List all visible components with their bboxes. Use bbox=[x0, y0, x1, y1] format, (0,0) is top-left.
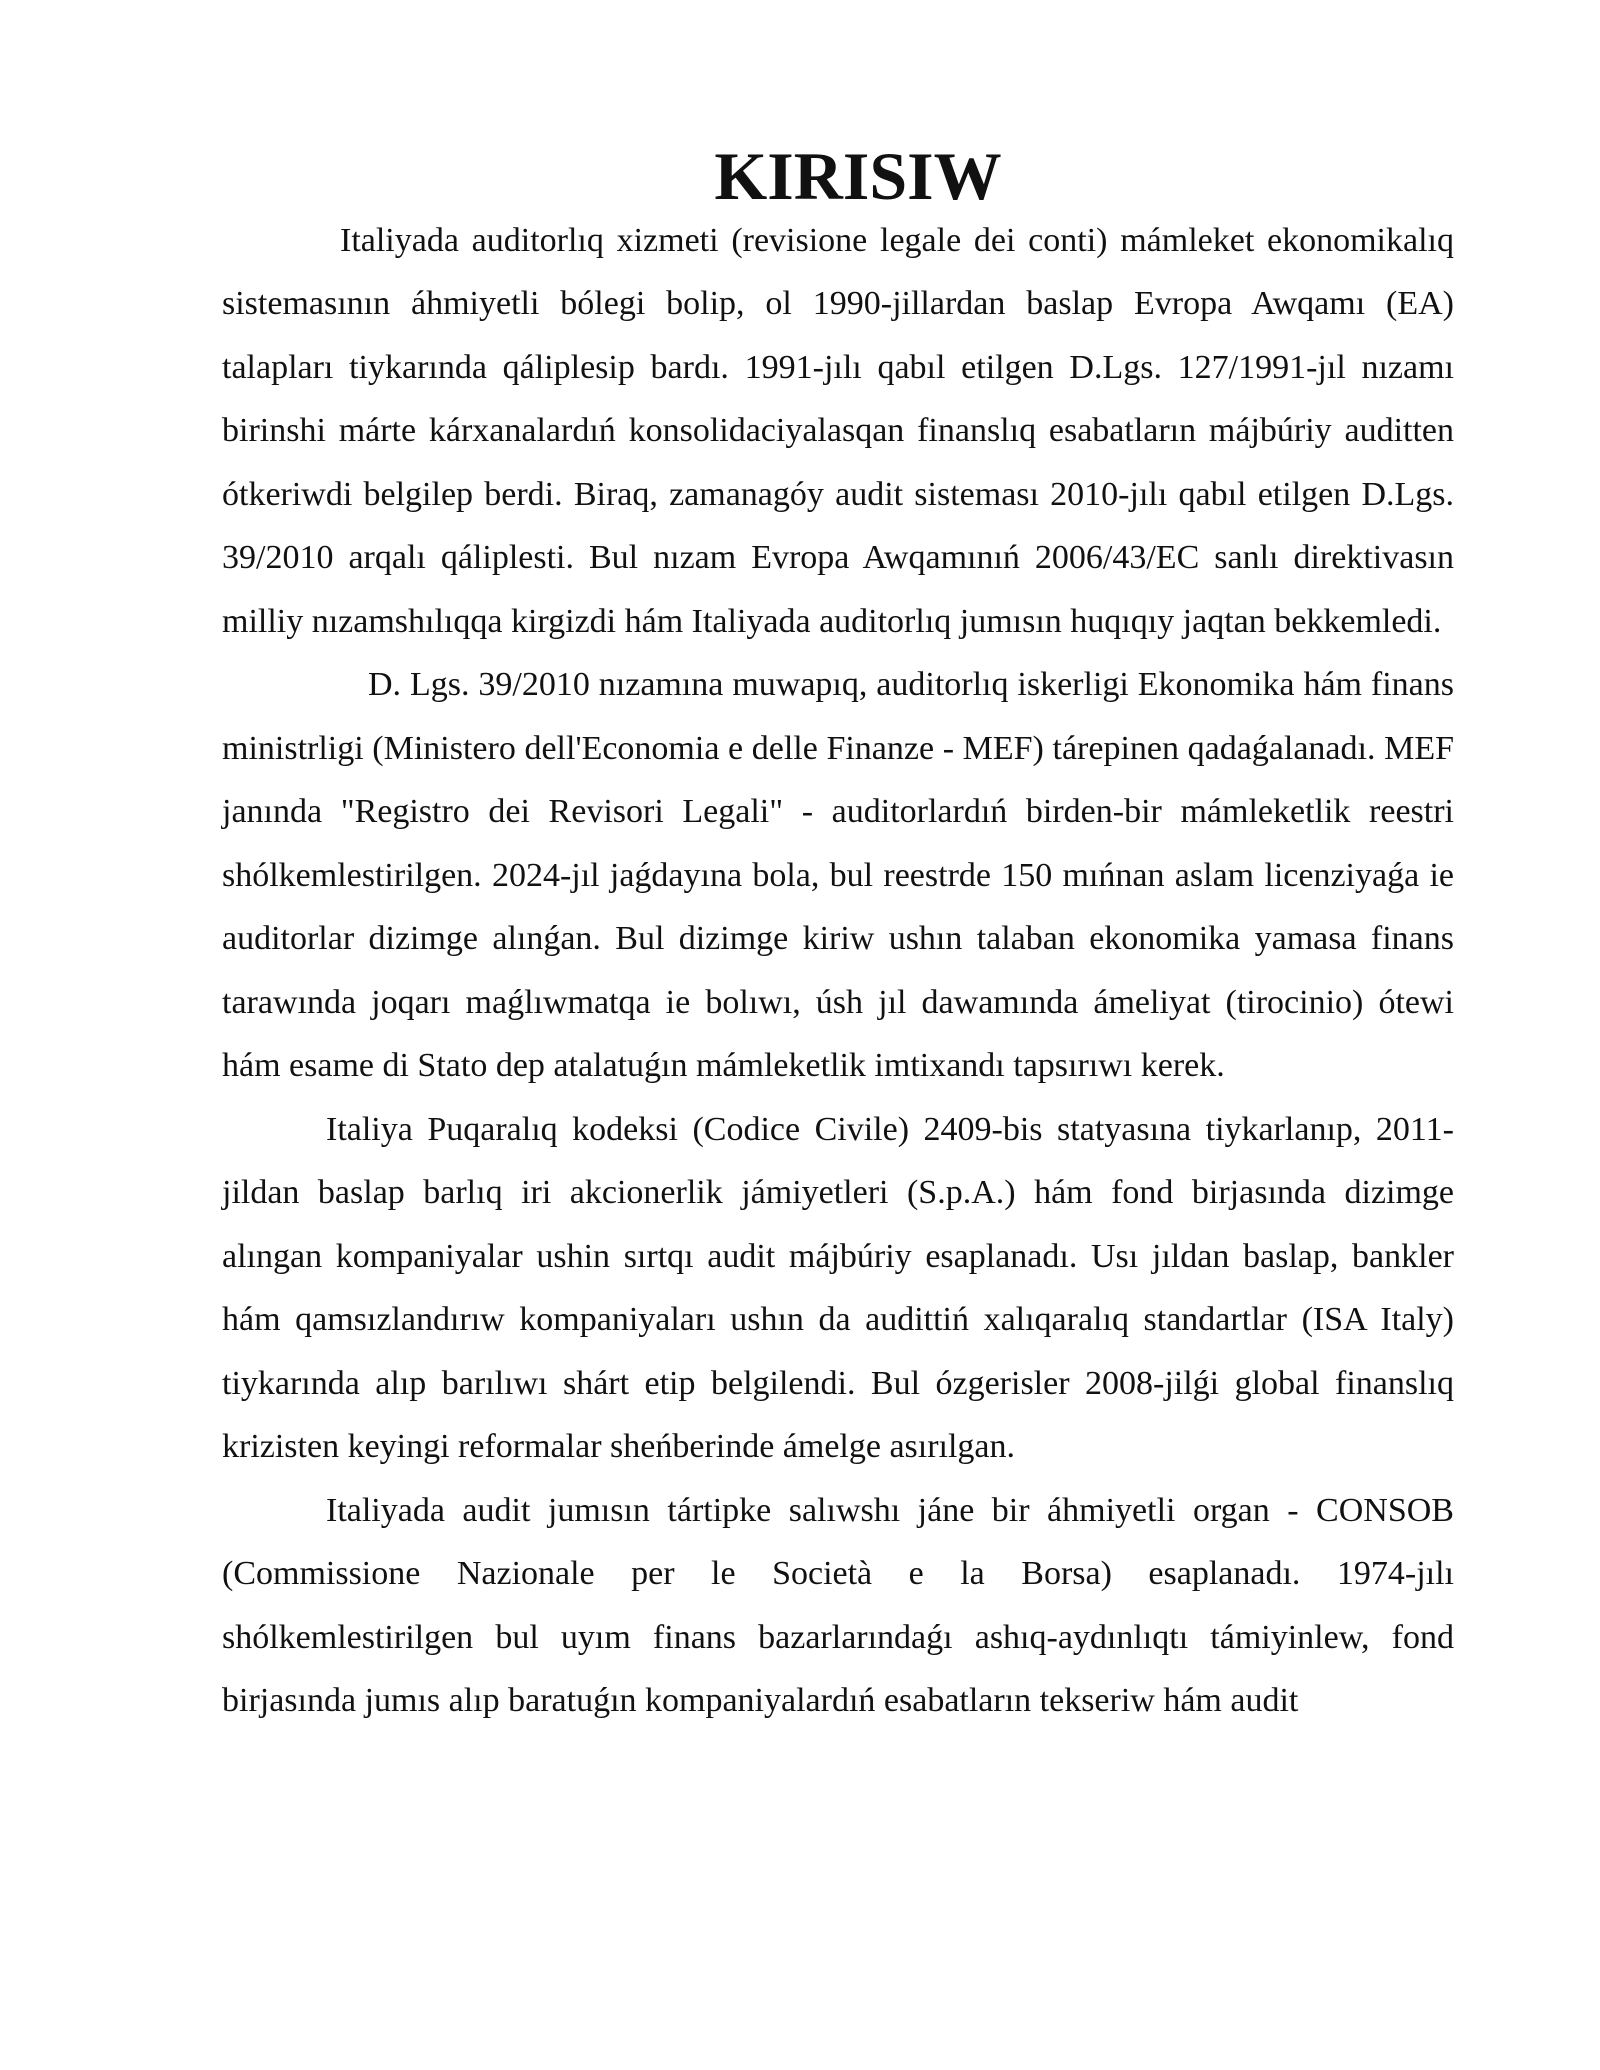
document-title: KIRISIW bbox=[714, 138, 1002, 214]
document-body bbox=[222, 138, 1454, 1733]
paragraph: Italiya Puqaralıq kodeksi (Codice Civile) 2409-bis statyasına tiykarlanıp, 2011-jildan baslap barlıq iri akcionerlik jámiyetleri (S.p.A.) hám fond birjasında dizimge alıngan kompaniyalar ushin sırtqı audit májbúriy esaplanadı. Usı jıldan baslap, bankler hám qamsızlandırıw kompaniyaları ushın da audittiń xalıqaralıq standartlar (ISA Italy) tiykarında alıp barılıwı shárt etip belgilendi. Bul ózgerisler 2008-jilǵi global finanslıq krizisten keyingi reformalar sheńberinde ámelge asırılgan. bbox=[222, 1110, 1454, 1465]
paragraph: Italiyada auditorlıq xizmeti (revisione legale dei conti) mámleket ekonomikalıq sistemasının áhmiyetli bólegi bolip, ol 1990-jillardan baslap Evropa Awqamı (EA) talapları tiykarında qáliplesip bardı. 1991-jılı qabıl etilgen D.Lgs. 127/1991-jıl nızamı birinshi márte kárxanalardıń konsolidaciyalasqan finanslıq esabatların májbúriy auditten ótkeriwdi belgilep berdi. Biraq, zamanagóy audit sisteması 2010-jılı qabıl etilgen D.Lgs. 39/2010 arqalı qáliplesti. Bul nızam Evropa Awqamınıń 2006/43/EC sanlı direktivasın milliy nızamshılıqqa kirgizdi hám Italiyada auditorlıq jumısın huqıqıy jaqtan bekkemledi. bbox=[222, 221, 1454, 640]
paragraph: D. Lgs. 39/2010 nızamına muwapıq, auditorlıq iskerligi Ekonomika hám finans ministrligi (Ministero dell'Economia e delle Finanze - MEF) tárepinen qadaǵalanadı. MEF janında "Registro dei Revisori Legali" - auditorlardıń birden-bir mámleketlik reestri shólkemlestirilgen. 2024-jıl jaǵdayına bola, bul reestrde 150 mıńnan aslam licenziyaǵa ie auditorlar dizimge alınǵan. Bul dizimge kiriw ushın talaban ekonomika yamasa finans tarawında joqarı maǵlıwmatqa ie bolıwı, úsh jıl dawamında ámeliyat (tirocinio) ótewi hám esame di Stato dep atalatuǵın mámleketlik imtixandı tapsırıwı kerek. bbox=[222, 666, 1454, 1084]
paragraph: Italiyada audit jumısın tártipke salıwshı jáne bir áhmiyetli organ - CONSOB (Commissione Nazionale per le Società e la Borsa) esaplanadı. 1974-jılı shólkemlestirilgen bul uyım finans bazarlarındaǵı ashıq-aydınlıqtı támiyinlew, fond birjasında jumıs alıp baratuǵın kompaniyalardıń esabatların tekseriw hám audit bbox=[222, 1491, 1454, 1719]
